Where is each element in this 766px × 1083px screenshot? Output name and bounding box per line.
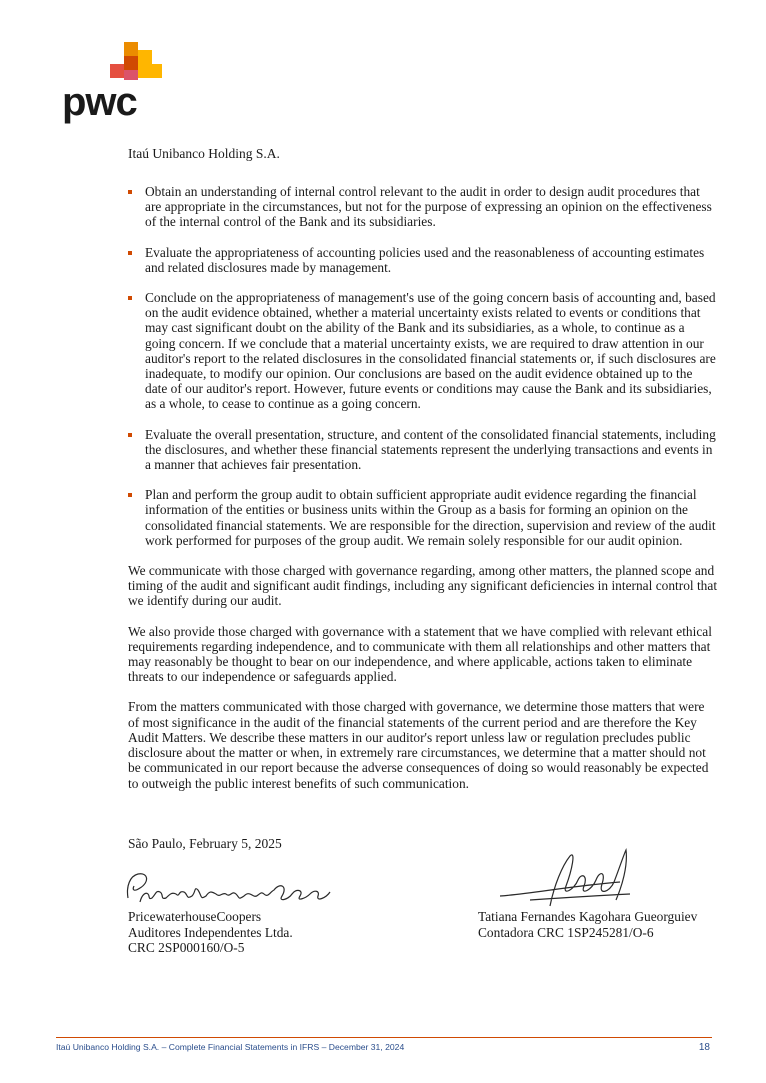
company-name: Itaú Unibanco Holding S.A.: [128, 146, 280, 161]
logo-square: [124, 70, 138, 80]
list-item: Obtain an understanding of internal control relevant to the audit in order to design audit procedures that are appropriate in the circumstances, but not for the purpose of expressing an opinion on the effectiveness of the internal control of the Bank and its subsidiaries.: [128, 184, 718, 230]
bullet-icon: [128, 251, 132, 255]
signatory-crc: CRC 2SP000160/O-5: [128, 940, 245, 955]
signatory-name: PricewaterhouseCoopers: [128, 909, 262, 924]
paragraph: We also provide those charged with governance with a statement that we have complied with relevant ethical requirements regarding independence, and to communicate with them all relationships and other matters that may reasonably be thought to bear on our independence, and where applicable, actions taken to eliminate threats to our independence or safeguards applied.: [128, 623, 712, 685]
report-body: [128, 184, 718, 806]
logo-square: [138, 50, 152, 64]
logo-square: [124, 56, 138, 70]
list-item: Plan and perform the group audit to obtain sufficient appropriate audit evidence regarding the financial information of the entities or business units within the Group as a basis for forming an opinion on the consolidated financial statements. We are responsible for the direction, supervision and review of the audit work performed for purposes of the group audit. We remain solely responsible for our audit opinion.: [128, 487, 718, 548]
list-item: Evaluate the overall presentation, structure, and content of the consolidated financial statements, including the disclosures, and whether these financial statements represent the underlying transactions and events in a manner that achieves fair presentation.: [128, 427, 718, 473]
bullet-icon: [128, 493, 132, 497]
signatory-name: Tatiana Fernandes Kagohara Gueorguiev: [478, 909, 698, 924]
signatory-crc: Contadora CRC 1SP245281/O-6: [478, 924, 654, 940]
signatory-tatiana: [478, 909, 697, 940]
footer-divider: [56, 1037, 712, 1038]
list-item: Conclude on the appropriateness of management's use of the going concern basis of accounting and, based on the audit evidence obtained, whether a material uncertainty exists related to events or conditions that may cast significant doubt on the ability of the Bank and its subsidiaries, as a whole, to continue as a going concern. If we conclude that a material uncertainty exists, we are required to draw attention in our auditor's report to the related disclosures in the consolidated financial statements or, if such disclosures are inadequate, to modify our opinion. Our conclusions are based on the audit evidence obtained up to the date of our auditor's report. However, future events or conditions may cause the Bank and its subsidiaries, as a whole, to cease to continue as a going concern.: [128, 290, 718, 412]
logo-square: [110, 64, 124, 78]
place-date: São Paulo, February 5, 2025: [128, 836, 282, 851]
bullet-icon: [128, 296, 132, 300]
logo-square: [124, 42, 138, 56]
bullet-icon: [128, 190, 132, 194]
signature-tatiana: [490, 846, 645, 916]
signature-pwc: [120, 868, 335, 910]
paragraph: We communicate with those charged with governance regarding, among other matters, the planned scope and timing of the audit and significant audit findings, including any significant deficiencies in internal control that we identify during our audit.: [128, 563, 718, 609]
pwc-logo: [62, 42, 166, 122]
paragraph: From the matters communicated with those charged with governance, we determine those matters that were of most significance in the audit of the financial statements of the current period and are therefore the Key Audit Matters. We describe these matters in our auditor's report unless law or regulation precludes public disclosure about the matter or when, in extremely rare circumstances, we determine that a matter should not be communicated in our report because the adverse consequences of doing so would reasonably be expected to outweigh the public interest benefits of such communication.: [128, 699, 709, 791]
logo-wordmark: pwc: [62, 80, 137, 124]
bullet-list: [128, 184, 718, 548]
signatory-entity: Auditores Independentes Ltda.: [128, 924, 293, 940]
footer-text: Itaú Unibanco Holding S.A. – Complete Financial Statements in IFRS – December 31, 2024: [56, 1042, 405, 1052]
bullet-icon: [128, 433, 132, 437]
logo-square: [138, 64, 162, 78]
list-item: Evaluate the appropriateness of accounting policies used and the reasonableness of accounting estimates and related disclosures made by management.: [128, 245, 718, 275]
page-number: 18: [698, 1042, 710, 1053]
signatory-pwc: [128, 909, 293, 956]
